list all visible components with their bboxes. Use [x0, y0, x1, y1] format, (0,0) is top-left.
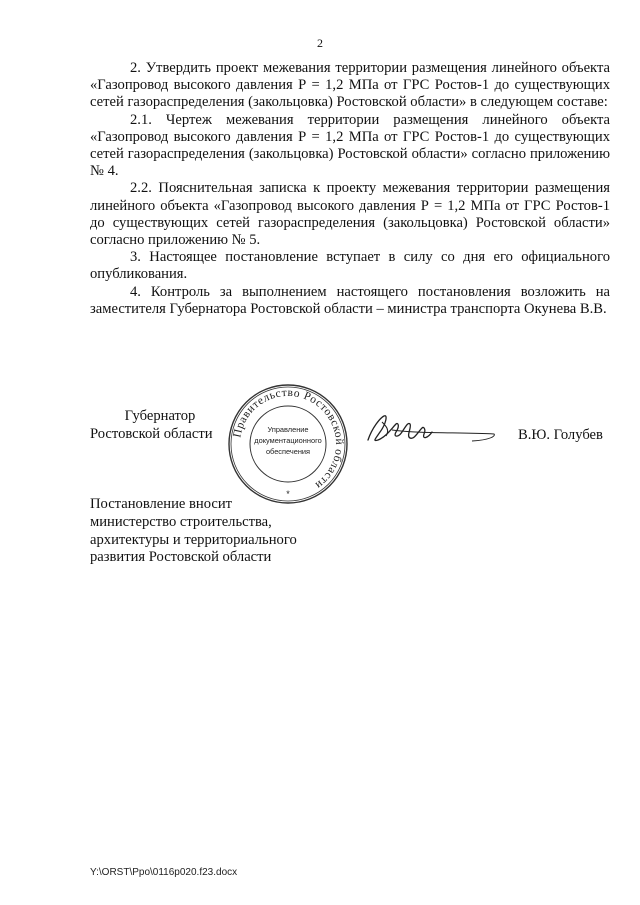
svg-text:Правительство Ростовской облас: Правительство Ростовской области	[231, 386, 346, 492]
paragraph-2: 2. Утвердить проект межевания территории размещения линейного объекта «Газопровод высокого давления Р = 1,2 МПа от ГРС Ростов-1 до существующих сетей газораспределения (закольцовка) Ростовской области» в следующем составе:	[90, 60, 610, 111]
introduced-by-line: развития Ростовской области	[90, 549, 272, 566]
svg-text:Управление: Управление	[267, 425, 309, 434]
svg-text:*: *	[286, 489, 290, 499]
introduced-by-line: Постановление вносит	[90, 496, 233, 512]
official-seal	[226, 382, 350, 506]
signer-position-line2: Ростовской области	[90, 425, 213, 442]
svg-text:документационного: документационного	[254, 436, 322, 445]
paragraph-2-2: 2.2. Пояснительная записка к проекту межевания территории размещения линейного объекта «Газопровод высокого давления Р = 1,2 МПа от ГРС Ростов-1 до существующих сетей газораспределения (закольцовка) Ростовской области» согласно приложению № 5.	[90, 180, 610, 249]
introduced-by-line: министерство строительства,	[90, 513, 272, 530]
page-number: 2	[317, 36, 323, 50]
paragraph-2-1: 2.1. Чертеж межевания территории размещения линейного объекта «Газопровод высокого давления Р = 1,2 МПа от ГРС Ростов-1 до существующих сетей газораспределения (закольцовка) Ростовской области» согласно приложению № 4.	[90, 111, 610, 180]
paragraph-3: 3. Настоящее постановление вступает в силу со дня его официального опубликования.	[90, 249, 610, 283]
signature-block	[0, 380, 640, 510]
introduced-by-note	[90, 496, 330, 567]
svg-text:обеспечения: обеспечения	[265, 447, 311, 456]
file-path-footer: Y:\ORST\Ppo\0116p020.f23.docx	[90, 867, 238, 878]
signer-position	[90, 408, 230, 443]
paragraph-4: 4. Контроль за выполнением настоящего постановления возложить на заместителя Губернатора Ростовской области – министра транспорта Окунева В.В.	[90, 283, 610, 317]
introduced-by-line: архитектуры и территориального	[90, 531, 297, 548]
handwritten-signature	[362, 410, 498, 450]
document-body	[90, 60, 610, 318]
signer-position-line1: Губернатор	[124, 408, 196, 424]
signer-name: В.Ю. Голубев	[518, 427, 603, 443]
